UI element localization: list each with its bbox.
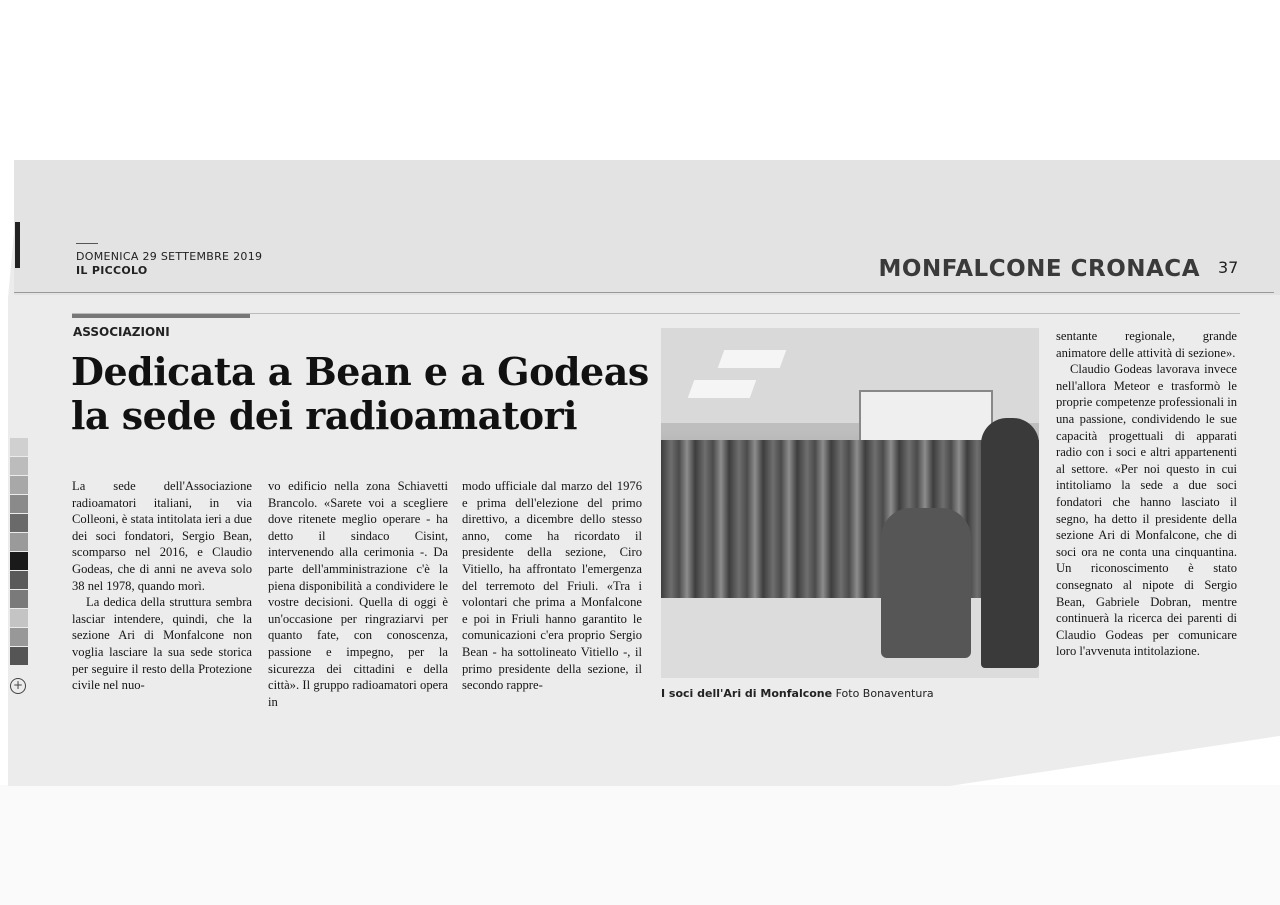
page-rule bbox=[14, 292, 1274, 293]
color-swatch bbox=[10, 552, 28, 570]
color-swatch bbox=[10, 457, 28, 475]
group-photo bbox=[661, 328, 1039, 678]
color-swatch bbox=[10, 647, 28, 665]
color-swatch bbox=[10, 571, 28, 589]
column-1-paragraph-1: La sede dell'Associazione radioamatori italiani, in via Colleoni, è stata intitolata ieri a due dei soci fondatori, Sergio Bean, scomparso nel 2016, e Claudio Godeas, che di anni ne aveva solo 38 nel 1978, quando morì. bbox=[72, 479, 252, 593]
section-title: MONFALCONE CRONACA bbox=[878, 256, 1200, 282]
column-1-paragraph-2: La dedica della struttura sembra lasciar intendere, quindi, che la sezione Ari di Monfalcone non voglia lasciare la sua sede storica per seguire il resto della Protezione civile nel nuo- bbox=[72, 595, 252, 693]
ceiling-light bbox=[688, 380, 757, 398]
standing-man bbox=[981, 418, 1039, 668]
column-3-text: modo ufficiale dal marzo del 1976 e prima dell'elezione del primo direttivo, a dicembre dello stesso anno, come ha ricordato il presidente della sezione, Ciro Vitiello, ha affrontato l'emergenza del terremoto del Friuli. «Tra i volontari che prima a Monfalcone e poi in Friuli hanno garantito le comunicazioni c'era proprio Sergio Bean - ha sottolineato Vitiello -, il primo presidente della sezione, il secondo rappre- bbox=[462, 479, 642, 693]
issue-date: DOMENICA 29 SETTEMBRE 2019 bbox=[76, 250, 263, 263]
color-swatch bbox=[10, 438, 28, 456]
column-2-text: vo edificio nella zona Schiavetti Brancolo. «Sarete voi a scegliere dove ritenete meglio operare - ha detto il sindaco Cisint, intervenendo alla cerimonia -. Da parte dell'amministrazione c'è la piena disponibilità a condividere le vostre decisioni. Quella di oggi è un'occasione per ringraziarvi per quanto fate, con conoscenza, passione e impegno, per la sicurezza dei cittadini e della città». Il gruppo radioamatori opera in bbox=[268, 479, 448, 709]
color-swatch bbox=[10, 476, 28, 494]
scanner-color-swatches bbox=[10, 438, 28, 666]
color-swatch bbox=[10, 495, 28, 513]
article-column-4 bbox=[1056, 328, 1237, 660]
article-column-1 bbox=[72, 478, 252, 694]
article-kicker: ASSOCIAZIONI bbox=[73, 325, 170, 339]
column-4-paragraph-2: Claudio Godeas lavorava invece nell'allora Meteor e trasformò le proprie competenze professionali in una passione, condividendo le sue capacità progettuali di apparati radio con i soci e altri appartenenti al settore. «Per noi questo in cui intitoliamo la sede a due soci fondatori che hanno lasciato il segno, ha detto il presidente della sezione Ari di Monfalcone, che di soci ora ne conta una cinquantina. Un riconoscimento è stato consegnato al nipote di Sergio Bean, Gabriele Dobran, mentre continuerà la ricerca dei parenti di Claudio Godeas per comunicare loro l'avvenuta intitolazione. bbox=[1056, 362, 1237, 659]
photo-caption bbox=[661, 687, 934, 700]
ceiling-light bbox=[718, 350, 787, 368]
registration-mark bbox=[15, 222, 20, 268]
color-swatch bbox=[10, 590, 28, 608]
scanner-background bbox=[0, 785, 1280, 905]
photo-credit: Foto Bonaventura bbox=[835, 687, 934, 700]
kneeling-man bbox=[881, 508, 971, 658]
color-swatch bbox=[10, 514, 28, 532]
color-swatch bbox=[10, 628, 28, 646]
header-rule bbox=[76, 243, 98, 244]
kicker-bar bbox=[72, 314, 250, 318]
article-headline: Dedicata a Bean e a Godeas la sede dei radioamatori bbox=[71, 349, 649, 438]
newspaper-name: IL PICCOLO bbox=[76, 264, 148, 277]
color-swatch bbox=[10, 533, 28, 551]
page-number: 37 bbox=[1218, 258, 1239, 277]
color-swatch bbox=[10, 609, 28, 627]
caption-text: I soci dell'Ari di Monfalcone bbox=[661, 687, 833, 700]
article-column-2 bbox=[268, 478, 448, 710]
column-4-paragraph-1: sentante regionale, grande animatore delle attività di sezione». bbox=[1056, 329, 1237, 360]
article-column-3 bbox=[462, 478, 642, 694]
registration-crosshair-icon: + bbox=[10, 678, 26, 694]
